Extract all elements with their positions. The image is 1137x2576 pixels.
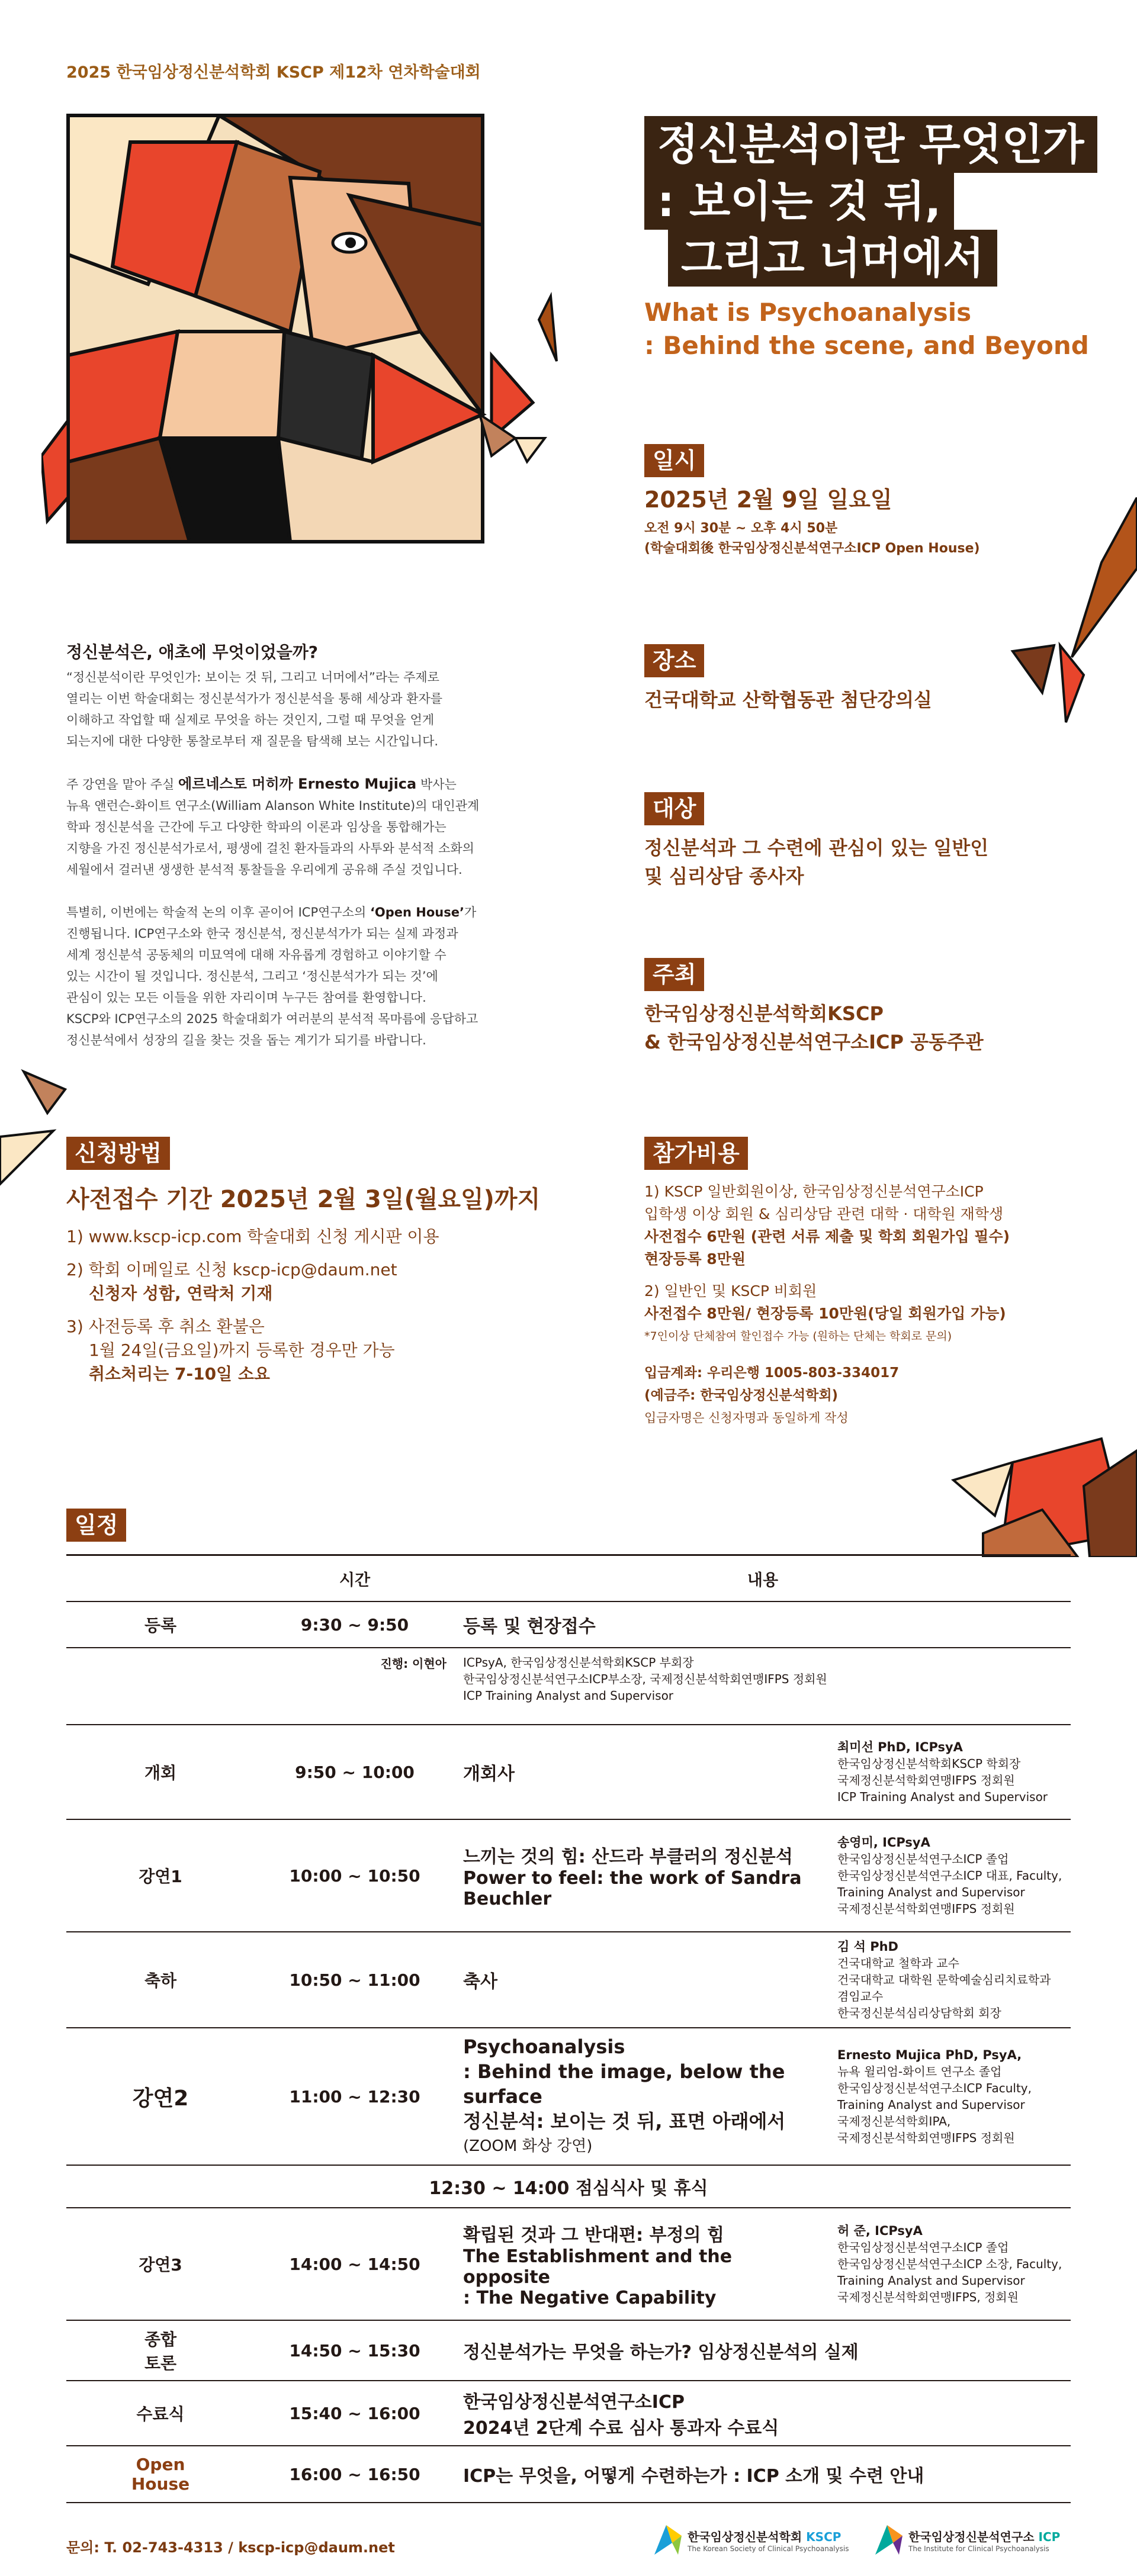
col-content: 내용 xyxy=(455,1555,1071,1602)
row-content xyxy=(455,2381,1071,2446)
intro-p3-line: 있는 시간이 될 것입니다. 정신분석, 그리고 ‘정신분석가가 되는 것’에 xyxy=(66,969,438,983)
row-content-line: 느끼는 것의 힘: 산드라 부클러의 정신분석 xyxy=(463,1847,793,1867)
intro-heading: 정신분석은, 애초에 무엇이었을까? xyxy=(66,642,319,662)
event-label: 2025 한국임상정신분석학회 KSCP 제12차 연차학술대회 xyxy=(66,63,481,82)
speaker-info: 한국임상정신분석연구소ICP 대표, Faculty, xyxy=(837,1869,1062,1883)
audience-label: 대상 xyxy=(644,792,704,825)
intro-p1-line: 열리는 이번 학술대회는 정신분석가가 정신분석을 통해 세상과 환자를 xyxy=(66,692,443,706)
fee-line-6: 사전접수 8만원/ 현장등록 10만원(당일 회원가입 가능) xyxy=(644,1305,1006,1322)
icp-logo-en: The Institute for Clinical Psychoanalysis xyxy=(908,2544,1049,2553)
date-section xyxy=(644,444,980,559)
row-content xyxy=(455,2208,829,2320)
row-speaker xyxy=(829,1725,1071,1819)
moderator-info-line: 한국임상정신분석연구소ICP부소장, 국제정신분석학회연맹IFPS 정회원 xyxy=(463,1672,827,1686)
speaker-info: 한국정신분석심리상담학회 회장 xyxy=(837,2006,1001,2020)
row-cat: 강연1 xyxy=(66,1819,255,1932)
row-content: 정신분석가는 무엇을 하는가? 임상정신분석의 실제 xyxy=(455,2320,1071,2381)
schedule-label: 일정 xyxy=(66,1509,126,1542)
speaker-name: 에르네스토 머히까 Ernesto Mujica xyxy=(178,776,417,792)
row-cat: 강연3 xyxy=(66,2208,255,2320)
apply-item-3b: 1월 24일(금요일)까지 등록한 경우만 가능 xyxy=(89,1340,395,1360)
venue-main: 건국대학교 산학협동관 첨단강의실 xyxy=(644,689,932,711)
row-cat-line: House xyxy=(131,2474,190,2494)
audience-line1: 정신분석과 그 수련에 관심이 있는 일반인 xyxy=(644,837,989,859)
decor-shapes-schedule xyxy=(948,1415,1137,1557)
speaker-info: 국제정신분석학회연맹IFPS 정회원 xyxy=(837,2131,1015,2145)
row-time: 14:50 ~ 15:30 xyxy=(255,2320,455,2381)
apply-item-2: 2) 학회 이메일로 신청 kscp-icp@daum.net xyxy=(66,1260,397,1279)
speaker-info: 건국대학교 철학과 교수 xyxy=(837,1956,959,1970)
row-content-line: Psychoanalysis xyxy=(463,2035,625,2058)
fee-line-2: 입학생 이상 회원 & 심리상담 관련 대학 · 대학원 재학생 xyxy=(644,1205,1004,1223)
speaker-info: 한국임상정신분석연구소ICP 졸업 xyxy=(837,2240,1009,2255)
row-content-line: 정신분석: 보이는 것 뒤, 표면 아래에서 xyxy=(463,2110,786,2133)
speaker-info: 한국임상정신분석연구소ICP Faculty, xyxy=(837,2081,1032,2095)
row-cat-line: 종합 xyxy=(144,2330,177,2349)
apply-item-2b: 신청자 성함, 연락처 기재 xyxy=(89,1284,273,1303)
date-label: 일시 xyxy=(644,444,704,477)
intro-section xyxy=(66,639,516,1051)
kscp-logo-abbr: KSCP xyxy=(806,2529,841,2544)
apply-period: 사전접수 기간 2025년 2월 3일(월요일)까지 xyxy=(66,1186,541,1213)
table-row xyxy=(66,1819,1071,1932)
title-block xyxy=(644,116,1097,287)
host-label: 주최 xyxy=(644,958,704,991)
row-speaker xyxy=(829,2208,1071,2320)
speaker-name: 송영미, ICPsyA xyxy=(837,1835,930,1850)
row-cat xyxy=(66,1648,255,1725)
moderator-info-line: ICP Training Analyst and Supervisor xyxy=(463,1689,674,1703)
row-cat: 개회 xyxy=(66,1725,255,1819)
title-line1: 정신분석이란 무엇인가 xyxy=(644,116,1097,173)
intro-p3-line: 세계 정신분석 공동체의 미묘역에 대해 자유롭게 경험하고 이야기할 수 xyxy=(66,948,447,962)
row-content xyxy=(455,2028,829,2165)
date-main: 2025년 2월 9일 일요일 xyxy=(644,487,892,513)
intro-paragraph-2 xyxy=(66,773,516,880)
col-time: 시간 xyxy=(255,1555,455,1602)
row-content-line: : The Negative Capability xyxy=(463,2287,717,2308)
kscp-logo-icon xyxy=(654,2525,682,2555)
venue-label: 장소 xyxy=(644,644,704,677)
row-speaker xyxy=(829,1932,1071,2028)
row-time: 9:50 ~ 10:00 xyxy=(255,1725,455,1819)
intro-p3-line: KSCP와 ICP연구소의 2025 학술대회가 여러분의 분석적 목마름에 응답하고 xyxy=(66,1012,478,1026)
date-time: 오전 9시 30분 ~ 오후 4시 50분 xyxy=(644,521,838,536)
icp-logo-icon xyxy=(875,2525,902,2555)
host-section xyxy=(644,958,984,1056)
table-row xyxy=(66,1725,1071,1819)
row-time: 9:30 ~ 9:50 xyxy=(255,1601,455,1648)
kscp-logo-en: The Korean Society of Clinical Psychoanalysis xyxy=(688,2544,849,2553)
row-content-line: Power to feel: the work of Sandra Beuchler xyxy=(463,1868,802,1909)
speaker-info: Training Analyst and Supervisor xyxy=(837,2273,1025,2288)
icp-logo-ko: 한국임상정신분석연구소 xyxy=(908,2529,1035,2544)
title-line3: 그리고 너머에서 xyxy=(668,230,997,287)
speaker-info: 한국임상정신분석연구소ICP 졸업 xyxy=(837,1852,1009,1866)
speaker-info: 국제정신분석학회IPA, xyxy=(837,2114,951,2128)
apply-item-3c: 취소처리는 7-10일 소요 xyxy=(89,1364,270,1384)
title-en-line1: What is Psychoanalysis xyxy=(644,298,972,327)
speaker-info: Training Analyst and Supervisor xyxy=(837,1885,1025,1899)
intro-p2-line: 세월에서 걸러낸 생생한 분석적 통찰들을 우리에게 공유해 주실 것입니다. xyxy=(66,863,462,877)
speaker-info: 뉴욕 윌리엄-화이트 연구소 졸업 xyxy=(837,2064,1002,2079)
date-note: (학술대회後 한국임상정신분석연구소ICP Open House) xyxy=(644,541,980,556)
open-house-name: ‘Open House’ xyxy=(370,905,464,919)
intro-p3-pre: 특별히, 이번에는 학술적 논의 이후 곧이어 ICP연구소의 xyxy=(66,905,370,919)
row-cat: 강연2 xyxy=(66,2028,255,2165)
host-line2: & 한국임상정신분석연구소ICP 공동주관 xyxy=(644,1031,984,1053)
speaker-info: Training Analyst and Supervisor xyxy=(837,2098,1025,2112)
row-time: 10:00 ~ 10:50 xyxy=(255,1819,455,1932)
col-cat xyxy=(66,1555,255,1602)
row-time: 14:00 ~ 14:50 xyxy=(255,2208,455,2320)
row-cat-line: Open xyxy=(136,2455,185,2474)
row-time: 16:00 ~ 16:50 xyxy=(255,2446,455,2503)
fee-line-5: 2) 일반인 및 KSCP 비회원 xyxy=(644,1282,817,1300)
title-line2: : 보이는 것 뒤, xyxy=(644,173,954,230)
fee-section xyxy=(644,1137,1010,1429)
apply-item-3: 3) 사전등록 후 취소 환불은 xyxy=(66,1317,265,1336)
apply-section xyxy=(66,1137,540,1386)
host-line1: 한국임상정신분석학회KSCP xyxy=(644,1002,884,1025)
kscp-logo-ko: 한국임상정신분석학회 xyxy=(688,2529,802,2544)
row-speaker xyxy=(829,2028,1071,2165)
row-cat-line: 토론 xyxy=(144,2353,177,2373)
speaker-info: 한국임상정신분석학회KSCP 학회장 xyxy=(837,1757,1021,1771)
speaker-info: 국제정신분석학회연맹IFPS 정회원 xyxy=(837,1773,1015,1787)
table-row xyxy=(66,2446,1071,2503)
intro-paragraph-3 xyxy=(66,902,516,1051)
table-header-row xyxy=(66,1555,1071,1602)
row-time: 10:50 ~ 11:00 xyxy=(255,1932,455,2028)
logo-icp xyxy=(875,2525,1060,2555)
intro-p1-line: 되는지에 대한 다양한 통찰로부터 재 질문을 탐색해 보는 시간입니다. xyxy=(66,734,439,748)
intro-p1-line: “정신분석이란 무엇인가: 보이는 것 뒤, 그리고 너머에서”라는 주제로 xyxy=(66,670,439,684)
table-row xyxy=(66,2028,1071,2165)
moderator-info-line: ICPsyA, 한국임상정신분석학회KSCP 부회장 xyxy=(463,1655,694,1670)
intro-paragraph-1 xyxy=(66,667,516,752)
intro-p3-post: 가 xyxy=(464,905,477,919)
speaker-name: 김 석 PhD xyxy=(837,1940,898,1954)
speaker-name: 최미선 PhD, ICPsyA xyxy=(837,1740,963,1754)
icp-logo-text xyxy=(908,2527,1060,2553)
speaker-info: 한국임상정신분석연구소ICP 소장, Faculty, xyxy=(837,2257,1062,2271)
row-content-line: 한국임상정신분석연구소ICP xyxy=(463,2392,685,2413)
portrait-illustration xyxy=(41,107,586,557)
decor-shapes-right xyxy=(995,497,1137,746)
table-row xyxy=(66,1932,1071,2028)
speaker-name: 허 준, ICPsyA xyxy=(837,2224,923,2238)
fee-line-1: 1) KSCP 일반회원이상, 한국임상정신분석연구소ICP xyxy=(644,1183,984,1200)
table-row xyxy=(66,2208,1071,2320)
speaker-info: ICP Training Analyst and Supervisor xyxy=(837,1790,1048,1804)
audience-line2: 및 심리상담 종사자 xyxy=(644,865,804,887)
row-content xyxy=(455,1819,829,1932)
audience-section xyxy=(644,792,988,890)
table-row-moderator xyxy=(66,1648,1071,1725)
fee-line-4: 현장등록 8만원 xyxy=(644,1250,746,1268)
speaker-info: 국제정신분석학회연맹IFPS 정회원 xyxy=(837,1902,1015,1916)
venue-section xyxy=(644,644,932,714)
intro-p3-line: 진행됩니다. ICP연구소와 한국 정신분석, 정신분석가가 되는 실제 과정과 xyxy=(66,927,458,941)
row-content: ICP는 무엇을, 어떻게 수련하는가 : ICP 소개 및 수련 안내 xyxy=(455,2446,1071,2503)
fee-account: 입금계좌: 우리은행 1005-803-334017 xyxy=(644,1365,900,1381)
intro-p3-line: 정신분석에서 성장의 길을 찾는 것을 돕는 계기가 되기를 바랍니다. xyxy=(66,1033,426,1047)
schedule-table xyxy=(66,1554,1071,2503)
lunch-break: 12:30 ~ 14:00 점심식사 및 휴식 xyxy=(66,2165,1071,2208)
row-cat: 수료식 xyxy=(66,2381,255,2446)
row-content-line: 2024년 2단계 수료 심사 통과자 수료식 xyxy=(463,2418,779,2439)
row-cat xyxy=(66,2320,255,2381)
row-content-line: (ZOOM 화상 강연) xyxy=(463,2137,593,2155)
table-row xyxy=(66,2320,1071,2381)
moderator-label: 진행: 이현아 xyxy=(255,1648,455,1725)
row-content-line: : Behind the image, below the surface xyxy=(463,2060,785,2108)
kscp-logo-text xyxy=(688,2527,849,2553)
table-row xyxy=(66,2381,1071,2446)
row-time: 11:00 ~ 12:30 xyxy=(255,2028,455,2165)
intro-p3-line: 관심이 있는 모든 이들을 위한 자리이며 누구든 참여를 환영합니다. xyxy=(66,990,426,1005)
footer-contact: 문의: T. 02-743-4313 / kscp-icp@daum.net xyxy=(66,2539,395,2556)
table-row xyxy=(66,1601,1071,1648)
row-content-line: The Establishment and the opposite xyxy=(463,2246,733,2288)
row-content: 개회사 xyxy=(455,1725,829,1819)
fee-line-7: *7인이상 단체참여 할인접수 가능 (원하는 단체는 학회로 문의) xyxy=(644,1330,952,1343)
row-cat: 축하 xyxy=(66,1932,255,2028)
table-row-lunch xyxy=(66,2165,1071,2208)
intro-p1-line: 이해하고 작업할 때 실제로 무엇을 하는 것인지, 그럴 때 무엇을 얻게 xyxy=(66,713,435,727)
row-content-line: 확립된 것과 그 반대편: 부정의 힘 xyxy=(463,2224,724,2246)
apply-item-1: 1) www.kscp-icp.com 학술대회 신청 게시판 이용 xyxy=(66,1227,439,1246)
intro-p2-line: 뉴욕 앤런슨-화이트 연구소(William Alanson White Institute)의 대인관계 xyxy=(66,799,480,813)
moderator-info xyxy=(455,1648,1071,1725)
speaker-name: Ernesto Mujica PhD, PsyA, xyxy=(837,2048,1022,2062)
fee-holder: (예금주: 한국임상정신분석학회) xyxy=(644,1388,839,1403)
fee-line-3: 사전접수 6만원 (관련 서류 제출 및 학회 회원가입 필수) xyxy=(644,1228,1010,1245)
fee-label: 참가비용 xyxy=(644,1137,748,1170)
row-content: 축사 xyxy=(455,1932,829,2028)
logo-kscp xyxy=(654,2525,849,2555)
intro-p2-line: 지향을 가진 정신분석가로서, 평생에 걸친 환자들과의 사투와 분석적 소화의 xyxy=(66,841,474,856)
speaker-info: 국제정신분석학회연맹IFPS, 정회원 xyxy=(837,2290,1019,2304)
row-time: 15:40 ~ 16:00 xyxy=(255,2381,455,2446)
title-english xyxy=(644,296,1089,362)
intro-p2-pre: 주 강연을 맡아 주실 xyxy=(66,777,178,792)
row-cat xyxy=(66,2446,255,2503)
apply-label: 신청방법 xyxy=(66,1137,170,1170)
intro-p2-post: 박사는 xyxy=(416,777,457,792)
intro-p2-line: 학파 정신분석을 근간에 두고 다양한 학파의 이론과 임상을 통합해가는 xyxy=(66,820,447,834)
speaker-info: 건국대학교 대학원 문학예술심리치료학과 겸임교수 xyxy=(837,1973,1051,2003)
row-cat: 등록 xyxy=(66,1601,255,1648)
row-content: 등록 및 현장접수 xyxy=(455,1601,1071,1648)
icp-logo-abbr: ICP xyxy=(1038,2529,1061,2544)
fee-note: 입금자명은 신청자명과 동일하게 작성 xyxy=(644,1411,849,1425)
schedule-section xyxy=(66,1509,126,1542)
row-speaker xyxy=(829,1819,1071,1932)
title-en-line2: : Behind the scene, and Beyond xyxy=(644,331,1089,360)
